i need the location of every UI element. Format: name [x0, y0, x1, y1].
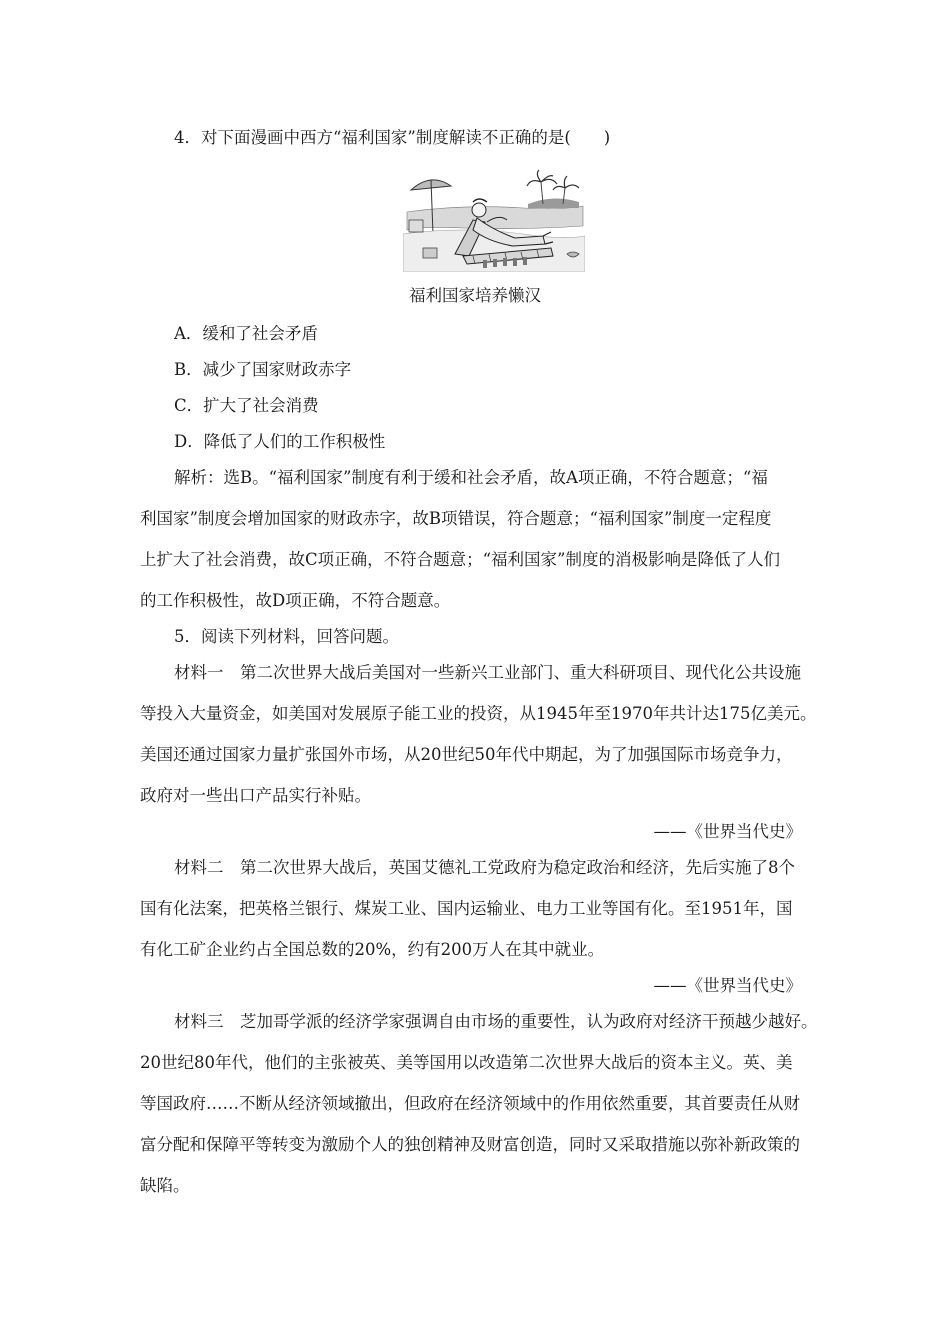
material-3-line: 富分配和保障平等转变为激励个人的独创精神及财富创造，同时又采取措施以弥补新政策的	[140, 1135, 800, 1154]
option-a: A．缓和了社会矛盾	[174, 324, 318, 343]
material-2-line: 有化工矿企业约占全国总数的20%，约有200万人在其中就业。	[140, 940, 605, 959]
material-3-line: 20世纪80年代，他们的主张被英、美等国用以改造第二次世界大战后的资本主义。英、美	[140, 1053, 793, 1072]
material-3-line: 缺陷。	[140, 1176, 190, 1195]
question-5-stem: 5．阅读下列材料，回答问题。	[174, 627, 399, 646]
analysis-line: 的工作积极性，故D项正确，不符合题意。	[140, 591, 451, 610]
material-1-source: ——《世界当代史》	[653, 822, 802, 841]
cartoon-caption: 福利国家培养懒汉	[409, 286, 541, 305]
material-1-line: 材料一 第二次世界大战后美国对一些新兴工业部门、重大科研项目、现代化公共设施	[174, 663, 801, 682]
option-d: D．降低了人们的工作积极性	[174, 432, 386, 451]
material-3-line: 材料三 芝加哥学派的经济学家强调自由市场的重要性，认为政府对经济干预越少越好。	[174, 1012, 818, 1031]
material-1-line: 政府对一些出口产品实行补贴。	[140, 786, 371, 805]
material-2-line: 材料二 第二次世界大战后，英国艾德礼工党政府为稳定政治和经济，先后实施了8个	[174, 858, 795, 877]
material-3-line: 等国政府……不断从经济领域撤出，但政府在经济领域中的作用依然重要，其首要责任从财	[140, 1094, 800, 1113]
welfare-cartoon-image	[403, 164, 585, 272]
option-c: C．扩大了社会消费	[174, 396, 319, 415]
analysis-line: 解析：选B。“福利国家”制度有利于缓和社会矛盾，故A项正确，不符合题意；“福	[174, 468, 768, 487]
option-b: B．减少了国家财政赤字	[174, 360, 352, 379]
material-1-line: 等投入大量资金，如美国对发展原子能工业的投资，从1945年至1970年共计达175亿美元。	[140, 704, 817, 723]
analysis-line: 上扩大了社会消费，故C项正确，不符合题意；“福利国家”制度的消极影响是降低了人们	[140, 550, 780, 569]
material-2-source: ——《世界当代史》	[653, 976, 802, 995]
question-4-stem: 4．对下面漫画中西方“福利国家”制度解读不正确的是( )	[174, 128, 611, 147]
material-1-line: 美国还通过国家力量扩张国外市场，从20世纪50年代中期起，为了加强国际市场竞争力，	[140, 745, 793, 764]
material-2-line: 国有化法案，把英格兰银行、煤炭工业、国内运输业、电力工业等国有化。至1951年，国	[140, 899, 793, 918]
analysis-line: 利国家”制度会增加国家的财政赤字，故B项错误，符合题意；“福利国家”制度一定程度	[140, 509, 772, 528]
